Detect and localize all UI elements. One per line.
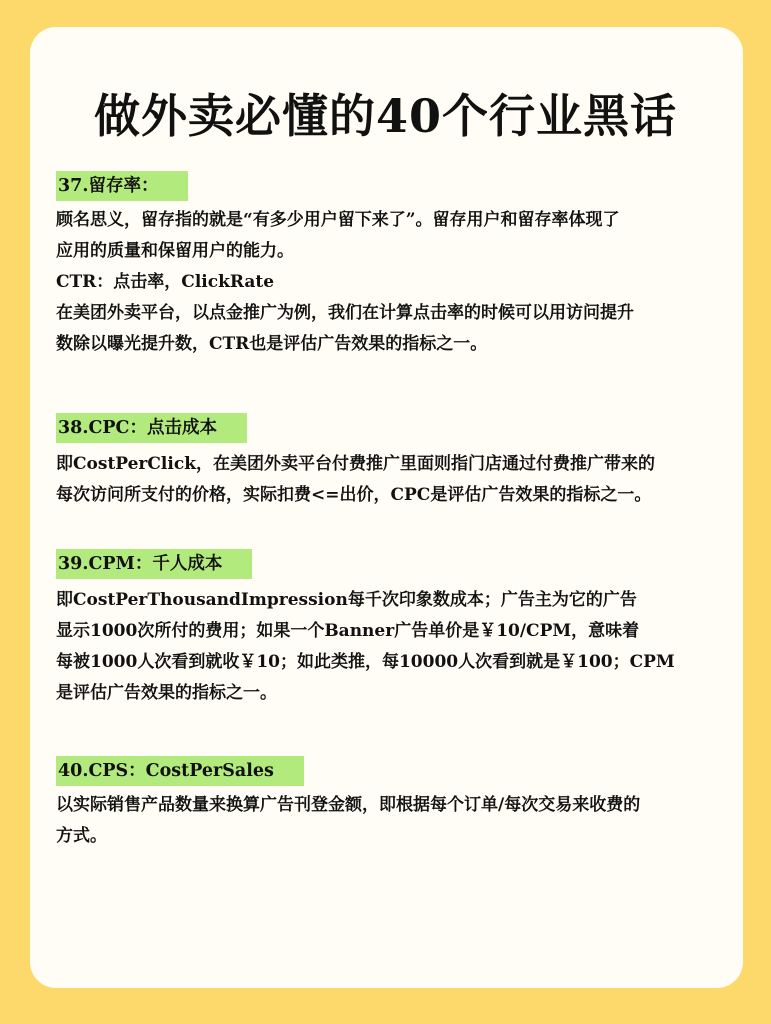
page-title: 做外卖必懂的40个行业黑话 [93, 89, 677, 143]
section-heading: 40.CPS：CostPerSales [56, 756, 304, 786]
body-line: 以实际销售产品数量来换算广告刊登金额，即根据每个订单/每次交易来收费的 [56, 795, 641, 815]
body-line: 即CostPerClick，在美团外卖平台付费推广里面则指门店通过付费推广带来的 [56, 454, 655, 474]
term-section-37 [56, 171, 746, 360]
body-line: 顾名思义，留存指的就是“有多少用户留下来了”。留存用户和留存率体现了 [56, 210, 620, 230]
body-line: 是评估广告效果的指标之一。 [56, 683, 277, 703]
term-section-40 [56, 756, 746, 852]
body-line: 在美团外卖平台，以点金推广为例，我们在计算点击率的时候可以用访问提升 [56, 303, 634, 323]
body-line: 即CostPerThousandImpression每千次印象数成本；广告主为它的广告 [56, 590, 637, 610]
section-heading: 37.留存率： [56, 171, 188, 201]
term-section-39 [56, 549, 746, 709]
body-line: 方式。 [56, 826, 107, 846]
body-line: 应用的质量和保留用户的能力。 [56, 241, 294, 261]
body-line: 每次访问所支付的价格，实际扣费<=出价，CPC是评估广告效果的指标之一。 [56, 485, 652, 505]
body-line: 每被1000人次看到就收￥10；如此类推，每10000人次看到就是￥100；CPM [56, 652, 675, 672]
section-heading: 38.CPC：点击成本 [56, 413, 247, 443]
body-line: CTR：点击率，ClickRate [56, 272, 275, 292]
section-heading: 39.CPM：千人成本 [56, 549, 252, 579]
body-line: 数除以曝光提升数，CTR也是评估广告效果的指标之一。 [56, 334, 488, 354]
body-line: 显示1000次所付的费用；如果一个Banner广告单价是￥10/CPM，意味着 [56, 621, 640, 641]
term-section-38 [56, 413, 746, 511]
